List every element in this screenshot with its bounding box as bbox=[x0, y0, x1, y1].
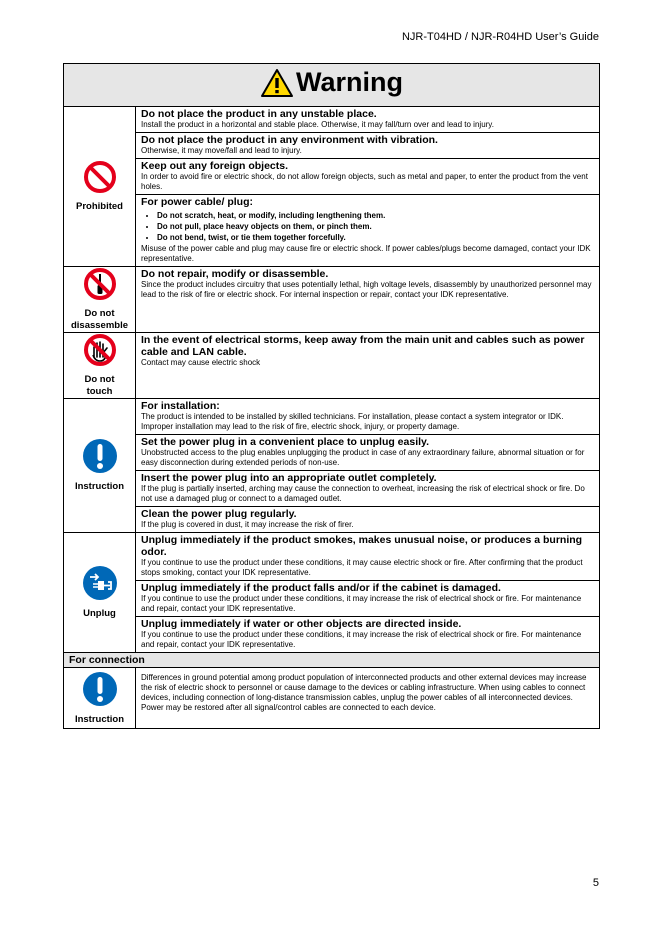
connection-icon-cell bbox=[64, 668, 136, 729]
connection-instruction-label: Instruction bbox=[74, 713, 125, 725]
unplug-icon bbox=[82, 565, 118, 601]
disassemble-label bbox=[64, 308, 135, 332]
item-heading: Do not place the product in any environment with vibration. bbox=[141, 134, 438, 146]
item-heading: Do not repair, modify or disassemble. bbox=[141, 268, 329, 280]
item-heading: Clean the power plug regularly. bbox=[141, 508, 297, 520]
item-heading: For power cable/ plug: bbox=[141, 196, 254, 208]
bullet-item: • Do not scratch, heat, or modify, including lengthening them. bbox=[157, 210, 594, 221]
item-heading: Set the power plug in a convenient place to unplug easily. bbox=[141, 436, 430, 448]
instruction-icon bbox=[82, 438, 118, 474]
item-heading: For installation: bbox=[141, 400, 220, 412]
touch-icon-cell bbox=[64, 333, 136, 399]
item-text: Install the product in a horizontal and stable place. Otherwise, it may fall/turn over and lead to injury. bbox=[141, 120, 494, 129]
touch-label-line1: Do not bbox=[84, 374, 115, 385]
touch-label bbox=[64, 374, 135, 398]
document-header: NJR-T04HD / NJR-R04HD User’s Guide bbox=[401, 31, 599, 43]
page-number: 5 bbox=[592, 877, 599, 889]
disassemble-icon-cell bbox=[64, 267, 136, 333]
item-heading: Keep out any foreign objects. bbox=[141, 160, 289, 172]
item-heading: Unplug immediately if the product falls and/or if the cabinet is damaged. bbox=[141, 582, 501, 594]
item-text: If you continue to use the product under these conditions, it may increase the risk of electrical shock or fire. For maintenance and repair, contact your IDK representative. bbox=[141, 594, 582, 613]
no-disassembly-icon bbox=[83, 267, 117, 301]
item-heading: In the event of electrical storms, keep away from the main unit and cables such as power cable and LAN cable. bbox=[141, 334, 585, 358]
warning-table bbox=[63, 63, 600, 729]
item-heading: Do not place the product in any unstable place. bbox=[141, 108, 377, 120]
item-heading: Unplug immediately if the product smokes, makes unusual noise, or produces a burning odor. bbox=[141, 534, 583, 558]
item-text: In order to avoid fire or electric shock, do not allow foreign objects, such as metal and paper, to enter the product from the vent holes. bbox=[141, 172, 588, 191]
no-touch-icon bbox=[83, 333, 117, 367]
disassemble-label-line1: Do not bbox=[84, 308, 115, 319]
warning-title-cell bbox=[64, 64, 600, 107]
item-heading: Unplug immediately if water or other objects are directed inside. bbox=[141, 618, 462, 630]
connection-section-title: For connection bbox=[64, 653, 600, 668]
item-text: If the plug is partially inserted, arching may cause the connection to overheat, increasing the risk of electrical shock or fire. Do not use a damaged plug or connect to a damaged outlet. bbox=[141, 484, 585, 503]
instruction-icon bbox=[82, 671, 118, 707]
item-text: Otherwise, it may move/fall and lead to injury. bbox=[141, 146, 302, 155]
item-text: If you continue to use the product under these conditions, it may cause electric shock or fire. After confirming that the product stops smoking, contact your IDK representative. bbox=[141, 558, 583, 577]
bullet-item: • Do not bend, twist, or tie them together forcefully. bbox=[157, 232, 594, 243]
item-text: If the plug is covered in dust, it may increase the risk of firer. bbox=[141, 520, 354, 529]
item-text: Misuse of the power cable and plug may cause fire or electric shock. If power cables/plugs become damaged, contact your IDK representative. bbox=[141, 244, 591, 263]
disassemble-label-line2: disassemble bbox=[70, 320, 129, 331]
bullet-item: • Do not pull, place heavy objects on them, or pinch them. bbox=[157, 221, 594, 232]
item-text: If you continue to use the product under these conditions, it may increase the risk of electrical shock or fire. For maintenance and repair, contact your IDK representative. bbox=[141, 630, 582, 649]
item-text: Contact may cause electric shock bbox=[141, 358, 261, 367]
item-text: The product is intended to be installed by skilled technicians. For installation, please contact a system integrator or IDK. Improper installation may lead to the risk of fire, electric shock, injury, or property damage. bbox=[141, 412, 564, 431]
prohibited-label: Prohibited bbox=[76, 201, 123, 212]
item-heading: Insert the power plug into an appropriate outlet completely. bbox=[141, 472, 437, 484]
unplug-icon-cell bbox=[64, 533, 136, 653]
touch-label-line2: touch bbox=[86, 386, 113, 397]
connection-text-2: Power may be restored after all signal/control cables are connected to each device. bbox=[141, 703, 436, 712]
unplug-label: Unplug bbox=[83, 608, 116, 619]
prohibited-icon bbox=[83, 160, 117, 194]
connection-text: Differences in ground potential among product population of interconnected products and other external devices may increase the risk of electric shock to personnel or cause damage to the devices or cabling infrastructure. When using cables to connect devices, including connection of long-distance transmission cables, unplug the power cables of all interconnected devices. bbox=[141, 673, 587, 702]
item-text: Since the product includes circuitry that uses potentially lethal, high voltage levels, disassembly by unauthorized personnel may lead to the risk of fire or electric shock. For internal inspection or repair, contact your IDK representative. bbox=[141, 280, 592, 299]
prohibited-icon-cell bbox=[64, 107, 136, 267]
bullet-list bbox=[141, 210, 594, 243]
warning-triangle-icon bbox=[260, 68, 294, 98]
item-text: Unobstructed access to the plug enables unplugging the product in case of any extraordinary failure, abnormal situation or for easy disconnection during extended periods of non-use. bbox=[141, 448, 585, 467]
instruction-icon-cell bbox=[64, 399, 136, 533]
instruction-label: Instruction bbox=[74, 481, 125, 492]
warning-title: Warning bbox=[296, 67, 403, 98]
